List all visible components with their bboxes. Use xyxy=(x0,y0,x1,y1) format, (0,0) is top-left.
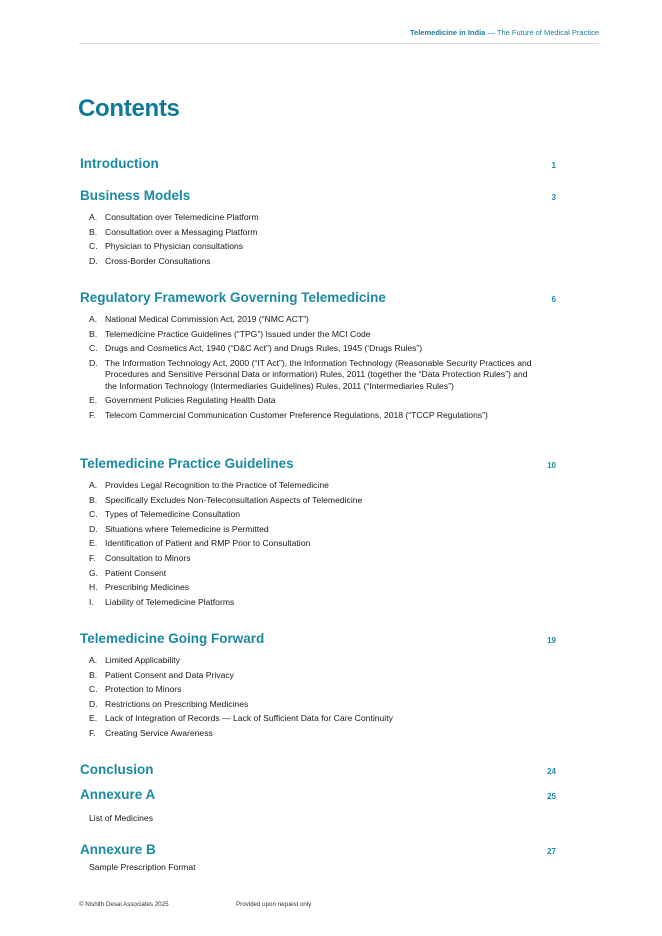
toc-annexure-b-subtitle[interactable]: Sample Prescription Format xyxy=(89,862,196,872)
toc-page-number: 6 xyxy=(551,295,556,304)
toc-page-number: 19 xyxy=(547,636,556,645)
toc-subitem[interactable] xyxy=(89,358,534,392)
toc-subitem[interactable] xyxy=(89,395,534,406)
toc-subitem[interactable] xyxy=(89,582,534,593)
toc-subitem[interactable] xyxy=(89,699,534,710)
toc-subitem-letter: B. xyxy=(89,328,98,339)
toc-section-title: Telemedicine Going Forward xyxy=(80,631,265,646)
toc-subitem-text: Lack of Integration of Records — Lack of Sufficient Data for Care Continuity xyxy=(105,713,393,724)
toc-subitem-text: Restrictions on Prescribing Medicines xyxy=(105,698,249,709)
header-title-bold: Telemedicine in India xyxy=(410,28,486,37)
toc-subitem[interactable] xyxy=(89,256,534,267)
toc-subitem-text: Physician to Physician consultations xyxy=(105,241,244,252)
toc-sublist-regulatory-framework xyxy=(89,314,534,424)
toc-subitem[interactable] xyxy=(89,553,534,564)
toc-section-title: Annexure A xyxy=(80,787,156,802)
toc-section-title: Business Models xyxy=(80,188,191,203)
toc-subitem-text: Consultation over Telemedicine Platform xyxy=(105,212,259,222)
toc-subitem-letter: H. xyxy=(89,582,98,593)
toc-subitem[interactable] xyxy=(89,684,534,695)
toc-entry-introduction[interactable] xyxy=(80,156,556,171)
toc-subitem[interactable] xyxy=(89,568,534,579)
toc-subitem-letter: A. xyxy=(89,314,98,324)
header-divider xyxy=(79,43,599,44)
toc-sublist-business-models xyxy=(89,212,534,270)
toc-subitem-letter: C. xyxy=(89,343,98,354)
toc-entry-annexure-b[interactable] xyxy=(80,842,556,857)
toc-subitem[interactable] xyxy=(89,597,534,608)
toc-subitem[interactable] xyxy=(89,329,534,340)
footer-note: Provided upon request only xyxy=(236,901,312,908)
toc-subitem-text: National Medical Commission Act, 2019 (“NMC ACT”) xyxy=(105,314,309,324)
toc-subitem[interactable] xyxy=(89,495,534,506)
toc-subitem-letter: F. xyxy=(89,409,96,420)
toc-section-title: Conclusion xyxy=(80,762,154,777)
toc-subitem-letter: B. xyxy=(89,494,98,505)
footer-copyright: © Nishith Desai Associates 2025 xyxy=(79,901,169,908)
toc-subitem-letter: B. xyxy=(89,669,98,680)
toc-subitem-letter: F. xyxy=(89,727,96,738)
toc-subitem-letter: D. xyxy=(89,698,98,709)
page-title: Contents xyxy=(78,95,180,122)
toc-subitem-text: Protection to Minors xyxy=(105,684,182,695)
toc-subitem[interactable] xyxy=(89,314,534,325)
toc-annexure-a-subtitle[interactable]: List of Medicines xyxy=(89,813,154,823)
running-header xyxy=(79,28,599,37)
toc-subitem-letter: C. xyxy=(89,684,98,695)
toc-subitem-text: Telecom Commercial Communication Customer Preference Regulations, 2018 (“TCCP Regulations”) xyxy=(105,409,488,420)
toc-subitem-letter: D. xyxy=(89,523,98,534)
toc-sublist-going-forward xyxy=(89,655,534,743)
toc-entry-going-forward[interactable] xyxy=(80,631,556,646)
toc-page-number: 27 xyxy=(547,847,556,856)
toc-page-number: 3 xyxy=(551,193,556,202)
toc-subitem[interactable] xyxy=(89,212,534,223)
toc-subitem-letter: B. xyxy=(89,226,98,237)
toc-subitem-text: Telemedicine Practice Guidelines (“TPG”) Issued under the MCI Code xyxy=(105,328,371,339)
toc-page-number: 10 xyxy=(547,461,556,470)
toc-subitem-text: Liability of Telemedicine Platforms xyxy=(105,596,235,607)
toc-subitem[interactable] xyxy=(89,343,534,354)
toc-subitem-text: Patient Consent and Data Privacy xyxy=(105,669,234,680)
toc-section-title: Telemedicine Practice Guidelines xyxy=(80,456,294,471)
toc-subitem-text: Consultation over a Messaging Platform xyxy=(105,226,258,237)
toc-section-title: Regulatory Framework Governing Telemedicine xyxy=(80,290,386,305)
toc-subitem-text: Cross-Border Consultations xyxy=(105,255,211,266)
toc-subitem-letter: C. xyxy=(89,509,98,520)
toc-subitem-text: Situations where Telemedicine is Permitted xyxy=(105,523,269,534)
toc-subitem[interactable] xyxy=(89,713,534,724)
toc-subitem-text: Prescribing Medicines xyxy=(105,582,190,593)
toc-subitem-text: The Information Technology Act, 2000 (“IT Act”), the Information Technology (Reasonable Security Practices and Procedures and Sensitive Personal Data or information) Rules, 2011 (together the “Data Protection Rules”) and the Information Technology (Intermediaries Guidelines) Rules, 2011 (“Intermediaries Rules”) xyxy=(105,357,532,391)
toc-subitem-text: Drugs and Cosmetics Act, 1940 (“D&C Act”) and Drugs Rules, 1945 (‘Drugs Rules”) xyxy=(105,343,423,354)
toc-subitem-letter: E. xyxy=(89,395,98,406)
toc-page-number: 1 xyxy=(551,161,556,170)
toc-entry-annexure-a[interactable] xyxy=(80,787,556,802)
toc-subitem-text: Patient Consent xyxy=(105,567,167,578)
toc-subitem-text: Government Policies Regulating Health Data xyxy=(105,395,276,406)
toc-subitem-text: Limited Applicability xyxy=(105,655,180,665)
toc-subitem-letter: D. xyxy=(89,255,98,266)
toc-entry-business-models[interactable] xyxy=(80,188,556,203)
toc-subitem-letter: D. xyxy=(89,357,98,368)
toc-subitem-text: Creating Service Awareness xyxy=(105,727,213,738)
toc-subitem[interactable] xyxy=(89,524,534,535)
toc-subitem-letter: A. xyxy=(89,212,98,222)
toc-subitem-text: Consultation to Minors xyxy=(105,552,191,563)
toc-subitem[interactable] xyxy=(89,728,534,739)
toc-subitem-letter: A. xyxy=(89,480,98,490)
toc-subitem[interactable] xyxy=(89,509,534,520)
toc-subitem[interactable] xyxy=(89,410,534,421)
toc-subitem-letter: C. xyxy=(89,241,98,252)
toc-subitem[interactable] xyxy=(89,241,534,252)
toc-subitem-letter: F. xyxy=(89,552,96,563)
toc-subitem[interactable] xyxy=(89,670,534,681)
toc-page-number: 24 xyxy=(547,767,556,776)
toc-subitem[interactable] xyxy=(89,655,534,666)
toc-entry-regulatory-framework[interactable] xyxy=(80,290,556,305)
toc-sublist-practice-guidelines xyxy=(89,480,534,611)
toc-subitem[interactable] xyxy=(89,480,534,491)
toc-subitem[interactable] xyxy=(89,227,534,238)
toc-subitem-letter: I. xyxy=(89,596,94,607)
toc-subitem-text: Specifically Excludes Non-Teleconsultation Aspects of Telemedicine xyxy=(105,494,363,505)
toc-section-title: Annexure B xyxy=(80,842,156,857)
toc-subitem-text: Types of Telemedicine Consultation xyxy=(105,509,241,520)
toc-entry-practice-guidelines[interactable] xyxy=(80,456,556,471)
toc-entry-conclusion[interactable] xyxy=(80,762,556,777)
toc-subitem-letter: E. xyxy=(89,538,98,549)
toc-subitem-letter: G. xyxy=(89,567,99,578)
toc-section-title: Introduction xyxy=(80,156,159,171)
toc-page-number: 25 xyxy=(547,792,556,801)
toc-subitem-text: Provides Legal Recognition to the Practice of Telemedicine xyxy=(105,480,329,490)
toc-subitem-letter: A. xyxy=(89,655,98,665)
toc-subitem-letter: E. xyxy=(89,713,98,724)
header-title-rest: — The Future of Medical Practice xyxy=(485,28,599,37)
toc-subitem[interactable] xyxy=(89,538,534,549)
toc-subitem-text: Identification of Patient and RMP Prior to Consultation xyxy=(105,538,311,549)
